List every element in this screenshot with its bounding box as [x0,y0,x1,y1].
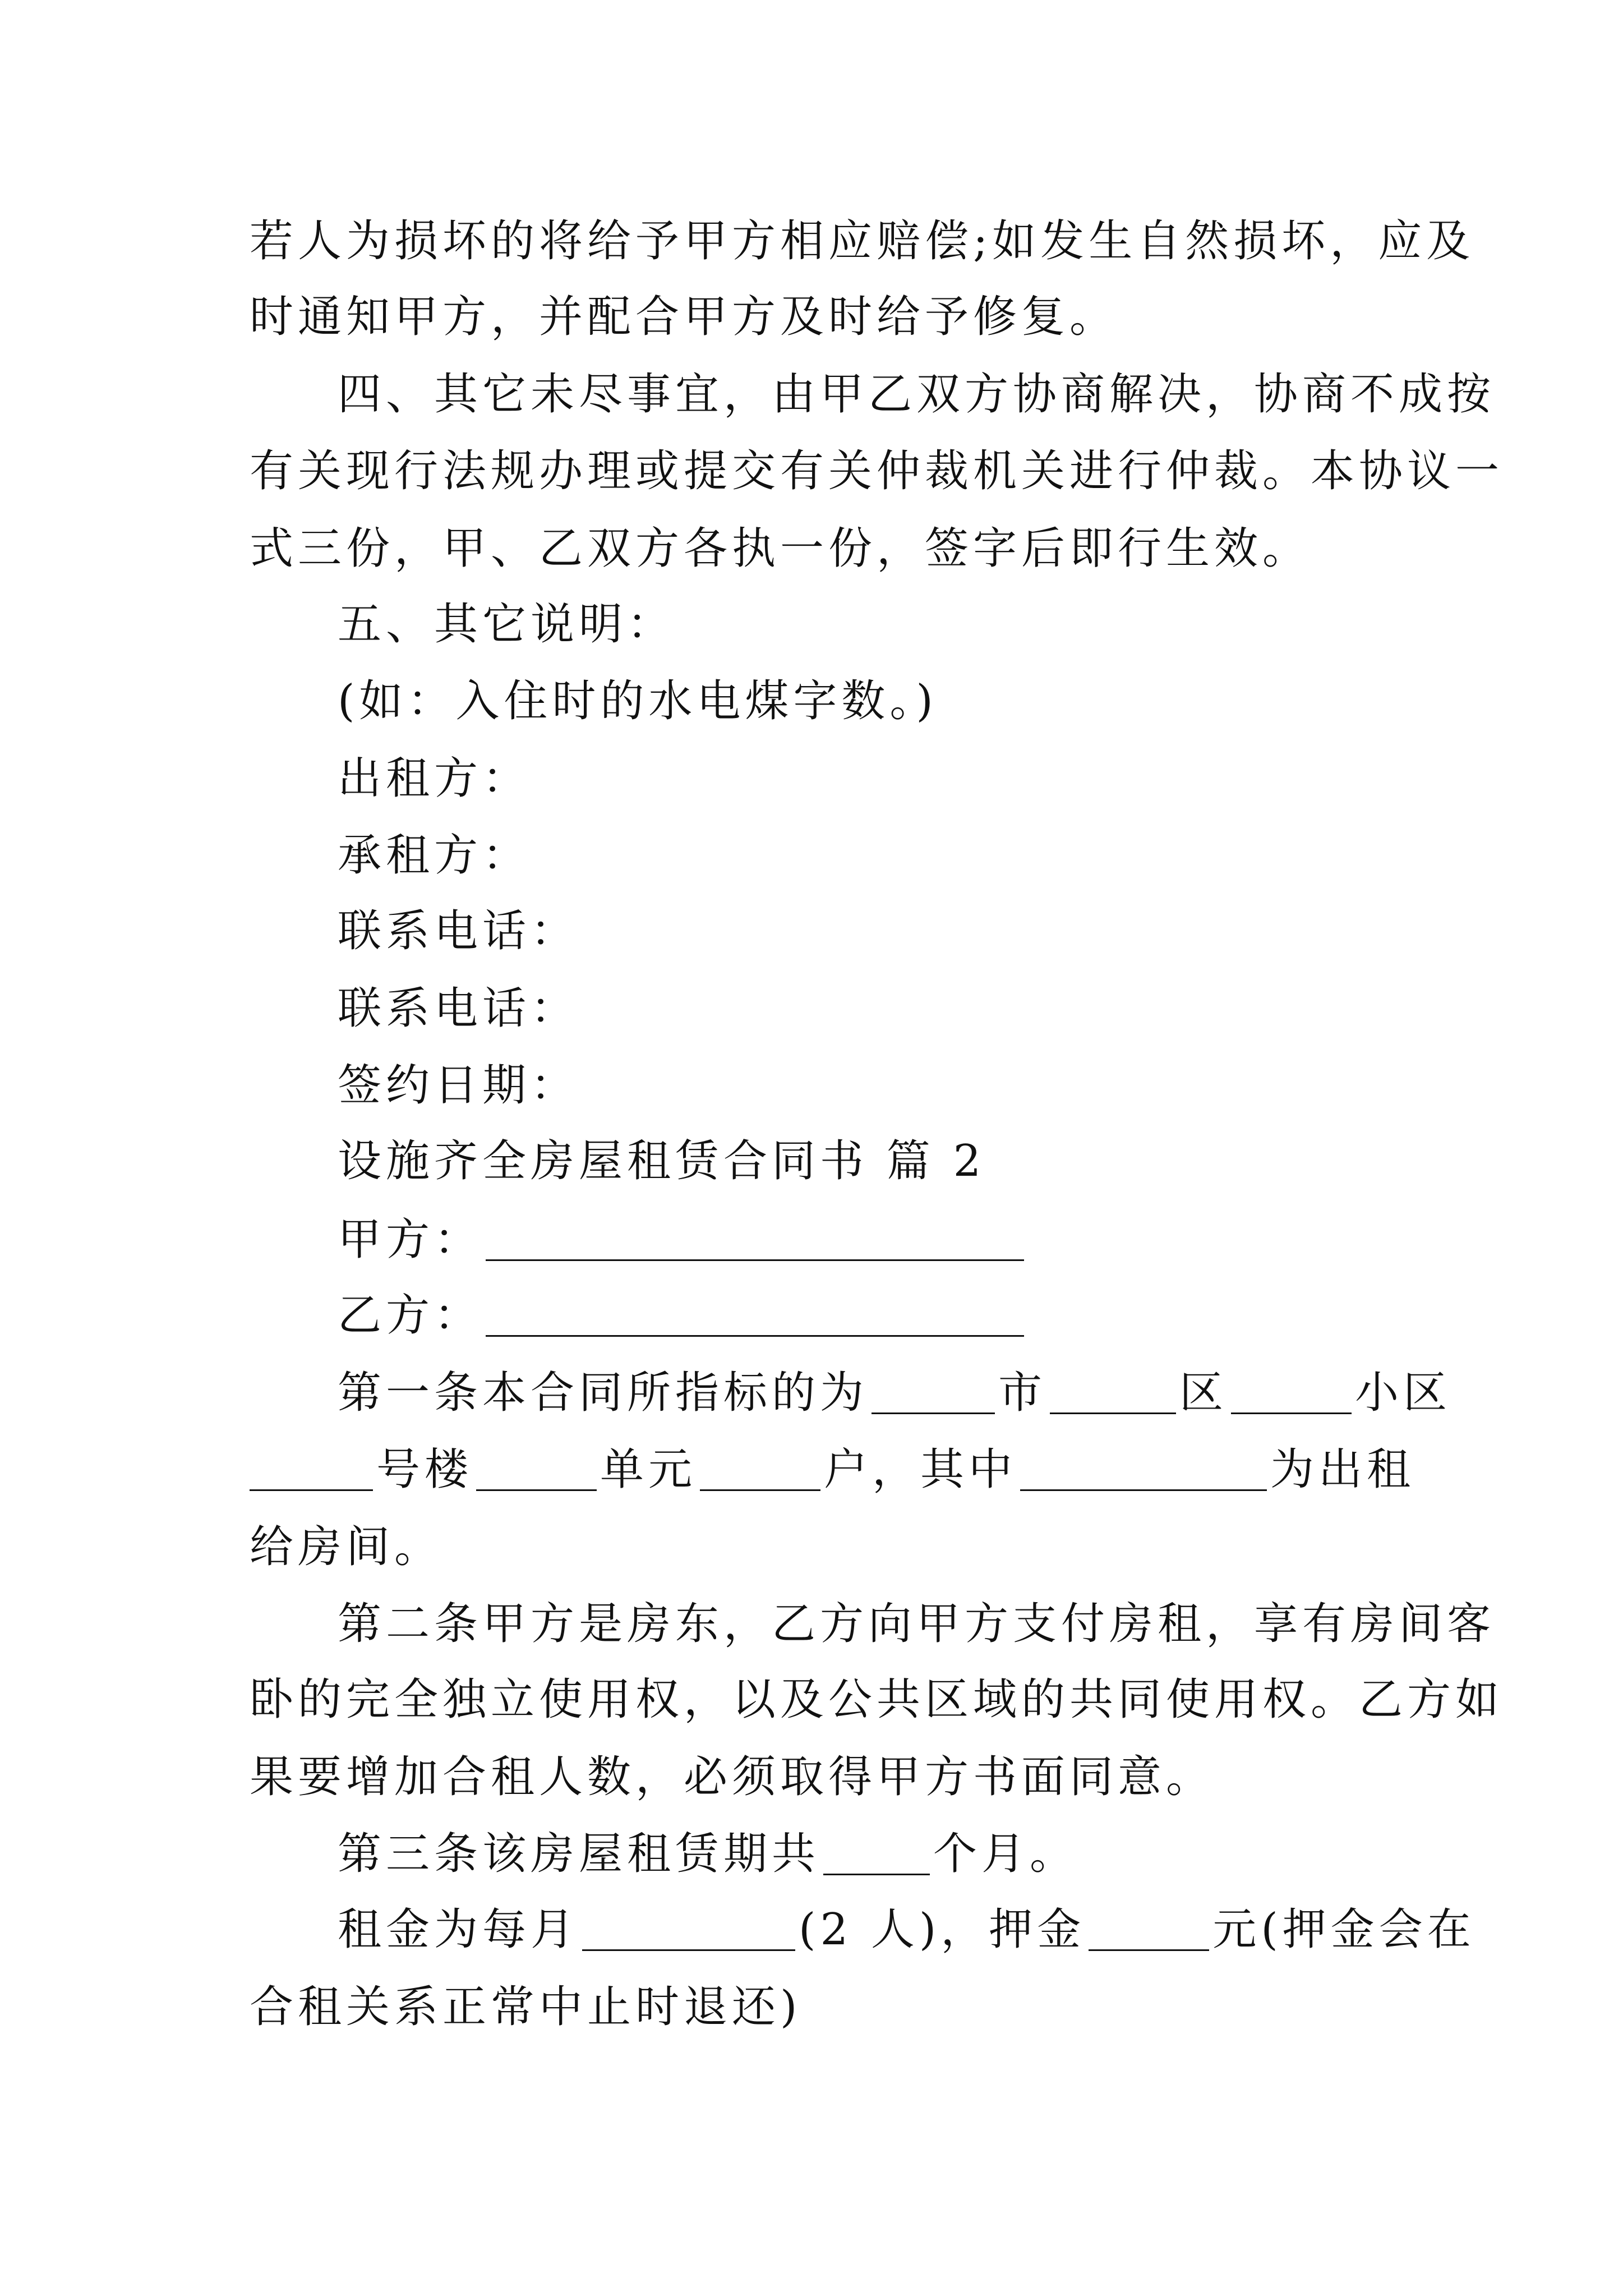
party-b-label: 乙方： [338,1290,483,1341]
clause-five: 五、其它说明： [338,599,676,650]
text-line: 果要增加合租人数，必须取得甲方书面同意。 [250,1752,1215,1802]
address-line [250,1442,1415,1498]
article-two: 第二条甲方是房东，乙方向甲方支付房租，享有房间客 [338,1599,1496,1649]
text-line: 有关现行法规办理或提交有关仲裁机关进行仲裁。本协议一 [250,446,1504,496]
rent-label: 租金为每月 [338,1904,579,1955]
party-a-label: 甲方： [338,1214,483,1265]
rent-line [338,1902,1476,1958]
building-blank[interactable] [250,1450,373,1491]
party-a-blank[interactable] [486,1220,1024,1261]
article-one-text: 第一条本合同所指标的为 [338,1368,869,1418]
article-three-line [338,1826,1078,1882]
rent-blank[interactable] [582,1910,795,1951]
party-a-line [338,1212,1027,1268]
deposit-blank[interactable] [1089,1910,1209,1951]
text-line: 给房间。 [250,1522,443,1572]
clause-four: 四、其它未尽事宜，由甲乙双方协商解决，协商不成按 [338,369,1496,420]
text-line: 卧的完全独立使用权，以及公共区域的共同使用权。乙方如 [250,1674,1504,1725]
phone-label: 联系电话： [338,983,579,1034]
unit-blank[interactable] [476,1450,597,1491]
deposit-label: (2 人)，押金 [799,1904,1086,1955]
deposit-note: 元(押金会在 [1212,1904,1476,1955]
lease-months-blank[interactable] [823,1834,930,1875]
party-b-line [338,1287,1027,1343]
district-label: 区 [1179,1368,1228,1418]
text-line: 合租关系正常中止时退还) [250,1982,802,2032]
months-label: 个月。 [933,1829,1078,1879]
city-label: 市 [998,1368,1047,1418]
lessor-label: 出租方： [338,753,531,804]
sign-date-label: 签约日期： [338,1060,579,1111]
room-blank[interactable] [700,1450,820,1491]
text-line: 式三份，甲、乙双方各执一份，签字后即行生效。 [250,523,1311,574]
building-label: 号楼 [376,1444,473,1495]
article-one-line [338,1365,1451,1421]
city-blank[interactable] [872,1373,995,1414]
room-label: 户，其中 [824,1444,1017,1495]
note-line: (如：入住时的水电煤字数。) [338,676,938,726]
lessee-label: 承租方： [338,830,531,881]
rental-label: 为出租 [1270,1444,1415,1495]
rental-room-blank[interactable] [1020,1450,1267,1491]
community-label: 小区 [1355,1368,1452,1418]
text-line: 若人为损坏的将给予甲方相应赔偿;如发生自然损坏，应及 [250,216,1475,266]
unit-label: 单元 [600,1444,697,1495]
section-title: 设施齐全房屋租赁合同书 篇 2 [338,1136,986,1186]
phone-label: 联系电话： [338,906,579,956]
community-blank[interactable] [1231,1373,1352,1414]
article-three-text: 第三条该房屋租赁期共 [338,1829,820,1879]
district-blank[interactable] [1050,1373,1176,1414]
party-b-blank[interactable] [486,1296,1024,1337]
text-line: 时通知甲方，并配合甲方及时给予修复。 [250,292,1118,342]
